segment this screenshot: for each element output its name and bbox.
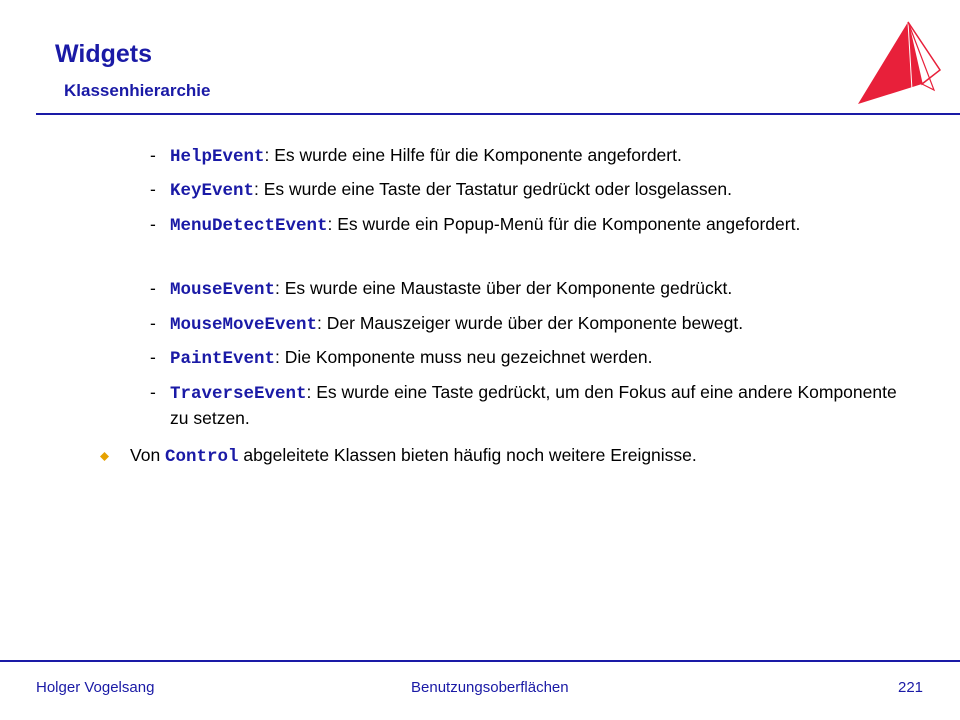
event-class-name: PaintEvent [170,349,276,369]
list-item [150,311,910,337]
footer-author: Holger Vogelsang [36,679,155,696]
event-description: : Es wurde eine Taste der Tastatur gedrückt oder losgelassen. [254,179,732,199]
event-class-name: TraverseEvent [170,384,307,404]
control-class-name: Control [165,447,239,467]
footer-course: Benutzungsoberflächen [411,679,569,696]
dash-marker: - [150,214,156,234]
page-title: Widgets [55,40,152,68]
event-class-name: KeyEvent [170,181,255,201]
list-item [150,212,910,238]
list-item [150,380,910,430]
event-description: : Es wurde eine Maustaste über der Komponente gedrückt. [275,278,733,298]
dash-marker: - [150,145,156,165]
dash-marker: - [150,278,156,298]
list-item [150,345,910,371]
footer-divider [0,660,960,662]
event-class-name: HelpEvent [170,147,265,167]
event-description: : Der Mauszeiger wurde über der Komponente bewegt. [317,313,744,333]
event-class-name: MouseEvent [170,280,276,300]
event-class-name: MenuDetectEvent [170,216,328,236]
list-item [150,143,910,169]
event-description: : Die Komponente muss neu gezeichnet werden. [275,347,653,367]
dash-marker: - [150,313,156,333]
dash-marker: - [150,347,156,367]
header-divider [36,113,960,115]
page-number: 221 [898,679,924,696]
dash-marker: - [150,179,156,199]
logo-icon [852,20,944,106]
page-subtitle: Klassenhierarchie [64,81,211,100]
dash-marker: - [150,382,156,402]
list-item [150,276,910,302]
bullet-prefix: Von [130,445,166,465]
list-item [150,177,910,203]
event-description: : Es wurde ein Popup-Menü für die Komponente angefordert. [327,214,801,234]
event-description: : Es wurde eine Hilfe für die Komponente angefordert. [264,145,682,165]
bullet-suffix: abgeleitete Klassen bieten häufig noch weitere Ereignisse. [238,445,697,465]
bullet-item [100,443,900,469]
event-description: : Es wurde eine Taste gedrückt, um den Fokus auf eine andere Komponente zu setzen. [170,382,897,428]
event-class-name: MouseMoveEvent [170,315,318,335]
diamond-bullet-icon [100,452,109,461]
